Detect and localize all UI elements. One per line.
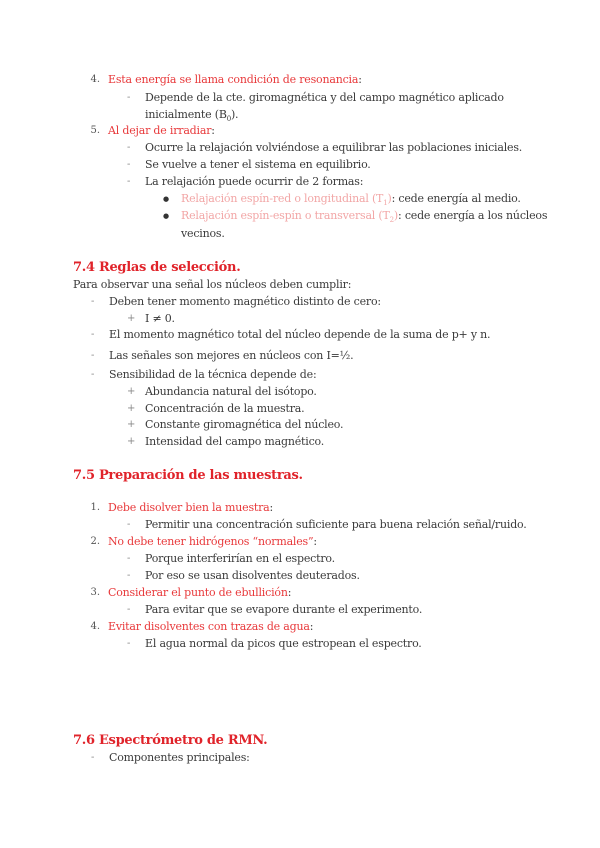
list-item-title: Esta energía se llama condición de resonancia: [108,73,362,86]
dash-marker: - [127,519,131,530]
list-bullet-item-cont: vecinos. [181,227,225,240]
dash-marker: - [91,350,95,361]
bullet-marker: ● [163,195,170,203]
list-subitem: Depende de la cte. giromagnética y del campo magnético aplicado [145,91,504,104]
paragraph: Para observar una señal los núcleos deben cumplir: [73,278,352,291]
plus-marker: + [127,313,136,324]
list-number: 2. [90,536,100,547]
list-subitem: Ocurre la relajación volviéndose a equilibrar las poblaciones iniciales. [145,141,523,154]
list-subitem: Permitir una concentración suficiente para buena relación señal/ruido. [145,518,527,531]
list-number: 5. [90,125,100,136]
list-number: 1. [90,502,100,513]
dash-marker: - [91,296,95,307]
list-subitem: Porque interferirían en el espectro. [145,552,335,565]
list-subitem-cont: inicialmente $(B_0)$. [145,108,239,124]
list-item: Las señales son mejores en núcleos con I=½. [109,349,354,362]
list-item-title: Debe disolver bien la muestra: [108,501,274,514]
list-subitem: Por eso se usan disolventes deuterados. [145,569,360,582]
section-heading: 7.6 Espectrómetro de RMN. [73,733,268,748]
dash-marker: - [127,604,131,615]
list-number: 4. [90,621,100,632]
list-item-title: Considerar el punto de ebullición: [108,586,292,599]
plus-marker: + [127,386,136,397]
list-subitem: Intensidad del campo magnético. [145,435,325,448]
list-number: 3. [90,587,100,598]
list-number: 4. [90,74,100,85]
list-subitem: El agua normal da picos que estropean el espectro. [145,637,422,650]
dash-marker: - [127,176,131,187]
dash-marker: - [127,638,131,649]
list-bullet-item: Relajación espín-espín o transversal $(T_2)$: cede energía a los núcleos [181,209,548,225]
list-subitem: La relajación puede ocurrir de 2 formas: [145,175,364,188]
dash-marker: - [91,752,95,763]
list-item: Deben tener momento magnético distinto de cero: [109,295,381,308]
dash-marker: - [91,329,95,340]
bullet-marker: ● [163,212,170,220]
section-heading: 7.4 Reglas de selección. [73,260,241,275]
list-subitem: Concentración de la muestra. [145,402,305,415]
dash-marker: - [127,553,131,564]
list-subitem: Abundancia natural del isótopo. [145,385,317,398]
list-item: Componentes principales: [109,751,250,764]
list-item: Sensibilidad de la técnica depende de: [109,368,317,381]
list-item-title: No debe tener hidrógenos “normales”: [108,535,317,548]
list-item-title: Evitar disolventes con trazas de agua: [108,620,314,633]
list-subitem: Constante giromagnética del núcleo. [145,418,344,431]
list-item-title: Al dejar de irradiar: [108,124,215,137]
dash-marker: - [127,142,131,153]
list-bullet-item: Relajación espín-red o longitudinal $(T_1)$: cede energía al medio. [181,192,521,208]
list-subitem: Se vuelve a tener el sistema en equilibrio. [145,158,371,171]
plus-marker: + [127,419,136,430]
list-subitem: Para evitar que se evapore durante el experimento. [145,603,423,616]
plus-marker: + [127,436,136,447]
dash-marker: - [91,369,95,380]
dash-marker: - [127,570,131,581]
list-subitem: I ≠ 0. [145,312,175,325]
list-item: El momento magnético total del núcleo depende de la suma de p+ y n. [109,328,491,341]
section-heading: 7.5 Preparación de las muestras. [73,468,303,483]
dash-marker: - [127,159,131,170]
plus-marker: + [127,403,136,414]
dash-marker: - [127,92,131,103]
